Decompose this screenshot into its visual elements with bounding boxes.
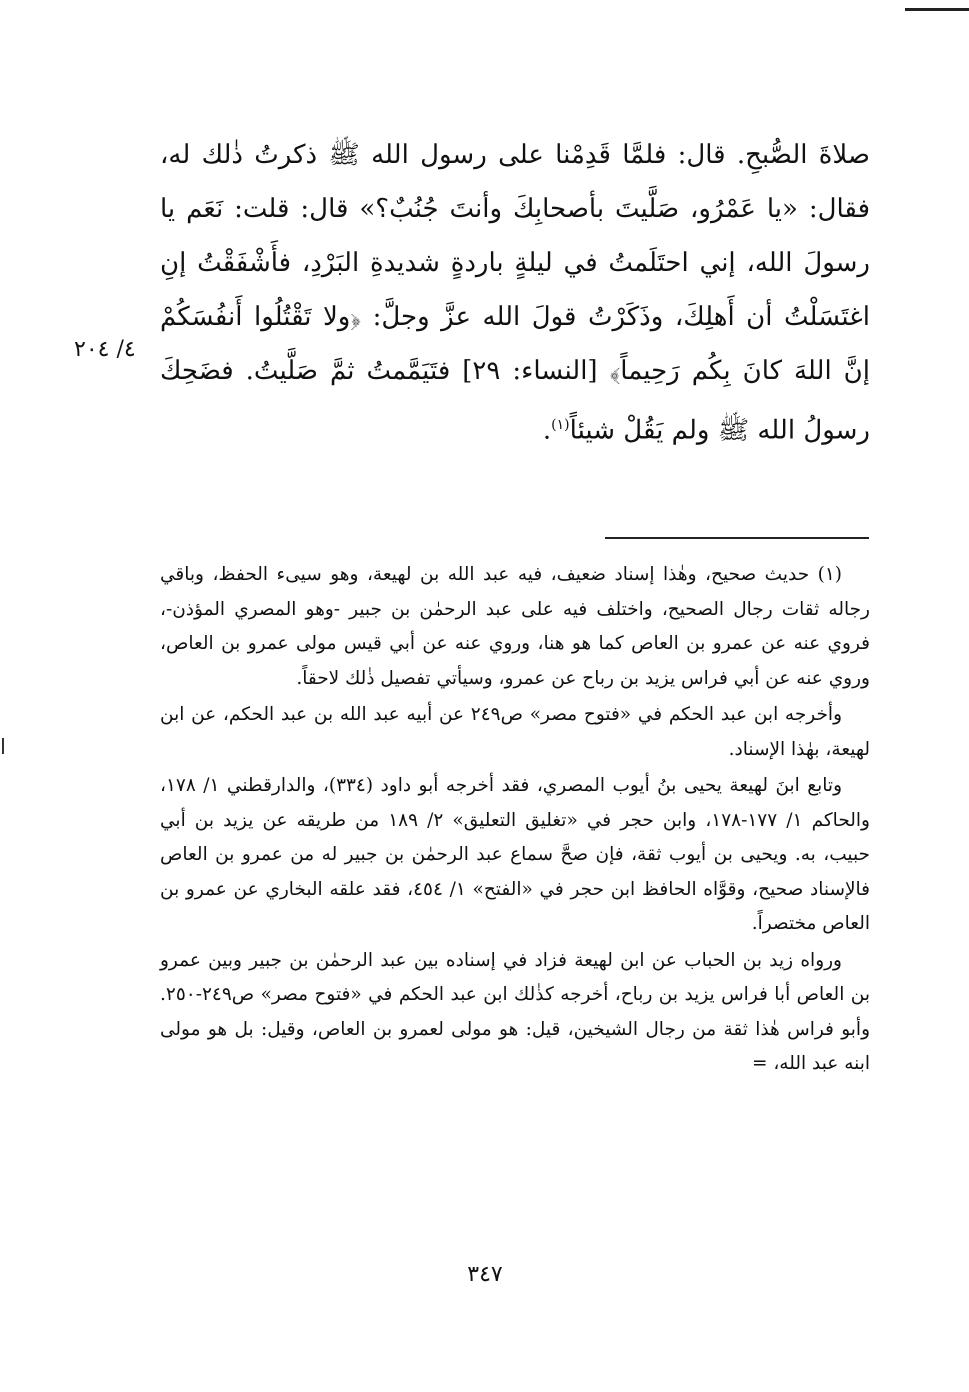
footnote-ref: (١) [551,417,570,433]
page-number: ٣٤٧ [467,1262,503,1287]
main-text: صلاةَ الصُّبحِ. قال: فلمَّا قَدِمْنا على رسول الله ﷺ ذكرتُ ذٰلك له، فقال: «يا عَمْرُو، صَلَّيتَ بأصحابِكَ وأنتَ جُنُبٌ؟» قال: قلت: نَعَم يا رسولَ الله، إني احتَلَمتُ في ليلةٍ باردةٍ شديدةِ البَرْدِ، فأَشْفَقْتُ إنِ اغتَسَلْتُ أن أَهلِكَ، وذَكَرْتُ قولَ الله عزَّ وجلَّ: ﴿ولا تَقْتُلُوا أَنفُسَكُمْ إنَّ اللهَ كانَ بِكُم رَحِيماً﴾ [النساء: ٢٩] فتَيَمَّمتُ ثمَّ صَلَّيتُ. فضَحِكَ رسولُ الله ﷺ ولم يَقُلْ شيئاً [160,140,871,446]
footnote-paragraph: ورواه زيد بن الحباب عن ابن لهيعة فزاد في إسناده بين عبد الرحمٰن بن جبير وبين عمرو بن العاص أبا فراس يزيد بن رباح، أخرجه كذٰلك ابن عبد الحكم في «فتوح مصر» ص٢٤٩-٢٥٠. وأبو فراس هٰذا ثقة من رجال الشيخين، قيل: هو مولى لعمرو بن العاص، وقيل: بل هو مولى ابنه عبد الله، = [160,949,870,1074]
top-rule [905,8,969,11]
footnote-paragraph: وأخرجه ابن عبد الحكم في «فتوح مصر» ص٢٤٩ عن أبيه عبد الله بن عبد الحكم، عن ابن لهيعة، بهٰذا الإسناد. [160,704,870,760]
footnote-paragraph: (١) حديث صحيح، وهٰذا إسناد ضعيف، فيه عبد الله بن لهيعة، وهو سيىء الحفظ، وباقي رجاله ثقات رجال الصحيح، واختلف فيه على عبد الرحمٰن بن جبير -وهو المصري المؤذن-، فروي عنه عن عمرو بن العاص كما هو هنا، وروي عنه عن أبي قيس مولى عمرو بن العاص، وروي عنه عن أبي فراس يزيد بن رباح عن عمرو، وسيأتي تفصيل ذٰلك لاحقاً. [160,564,870,689]
margin-reference: ٤/ ٢٠٤ [74,337,136,362]
footnote-separator [605,537,869,539]
footnotes-block [160,558,870,1084]
scan-edge-mark [2,738,4,754]
footnote-paragraph: وتابع ابنَ لهيعة يحيى بنُ أيوب المصري، فقد أخرجه أبو داود (٣٣٤)، والدارقطني ١/ ١٧٨، والحاكم ١/ ١٧٧-١٧٨، وابن حجر في «تغليق التعليق» ٢/ ١٨٩ من طريقه عن يزيد بن أبي حبيب، به. ويحيى بن أيوب ثقة، فإن صحَّ سماع عبد الرحمٰن بن جبير له من عمرو بن العاص فالإسناد صحيح، وقوَّاه الحافظ ابن حجر في «الفتح» ١/ ٤٥٤، فقد علقه البخاري عن عمرو بن العاص مختصراً. [160,775,871,934]
main-text-block [160,128,870,458]
main-paragraph: صلاةَ الصُّبحِ. قال: فلمَّا قَدِمْنا على رسول الله ﷺ ذكرتُ ذٰلك له، فقال: «يا عَمْرُو، صَلَّيتَ بأصحابِكَ وأنتَ جُنُبٌ؟» قال: قلت: نَعَم يا رسولَ الله، إني احتَلَمتُ في ليلةٍ باردةٍ شديدةِ البَرْدِ، فأَشْفَقْتُ إنِ اغتَسَلْتُ أن أَهلِكَ، وذَكَرْتُ قولَ الله عزَّ وجلَّ: ﴿ولا تَقْتُلُوا أَنفُسَكُمْ إنَّ اللهَ كانَ بِكُم رَحِيماً﴾ [النساء: ٢٩] فتَيَمَّمتُ ثمَّ صَلَّيتُ. فضَحِكَ رسولُ الله ﷺ ولم يَقُلْ شيئاً$^{(١)}$. [160,140,871,446]
